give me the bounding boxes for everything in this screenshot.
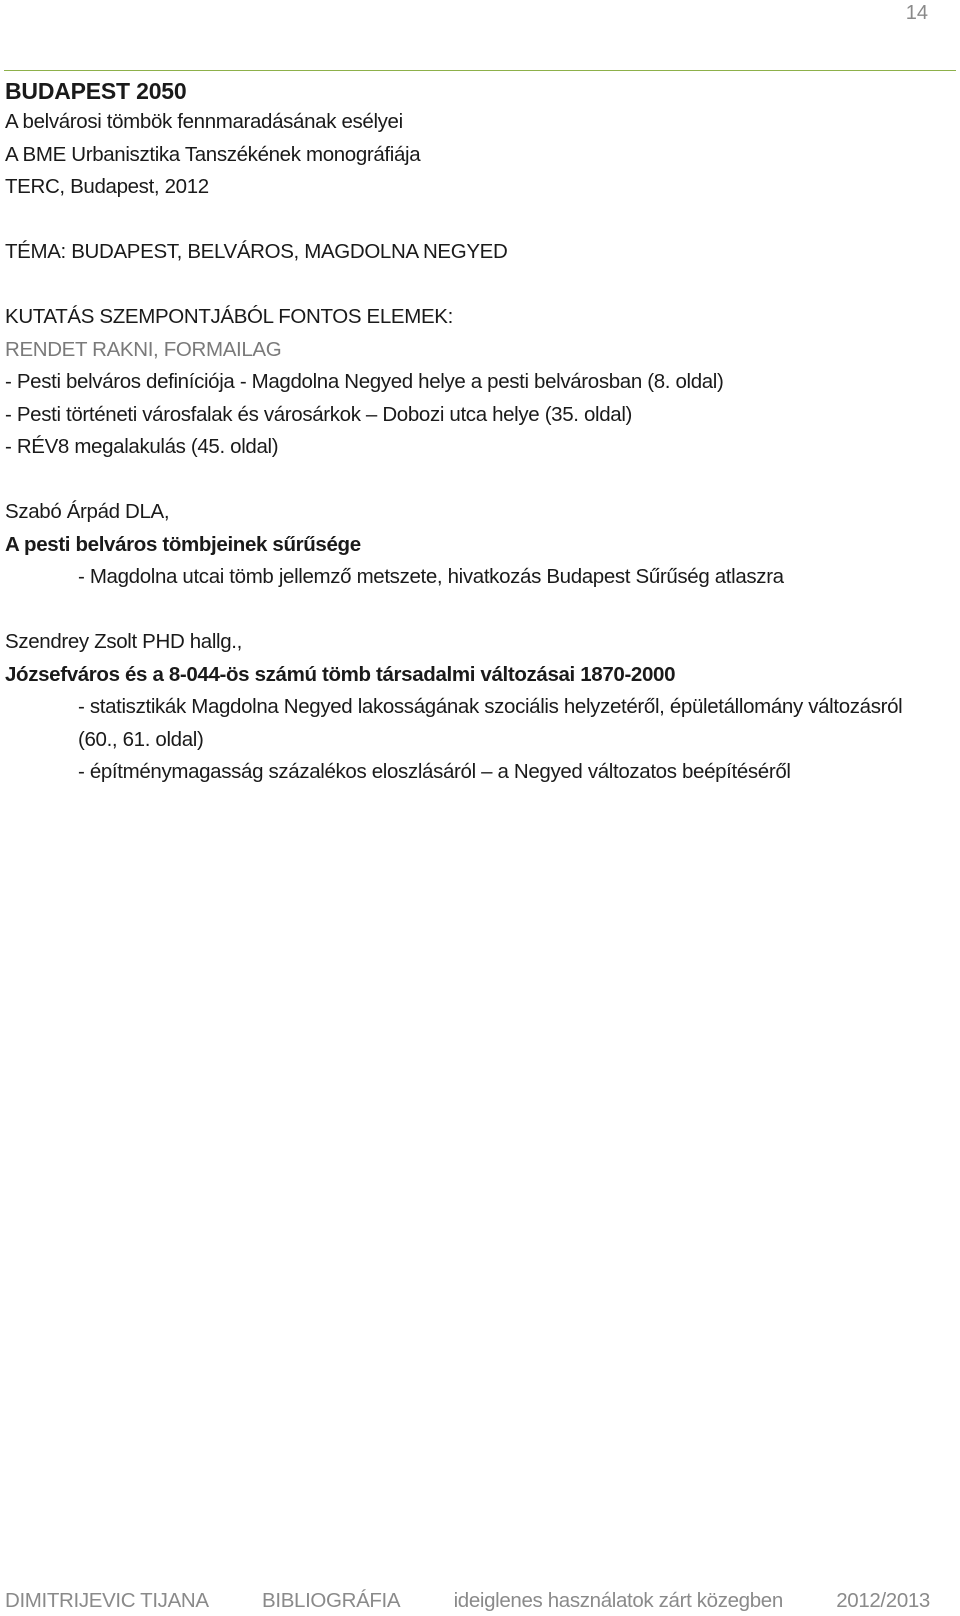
footer-author: DIMITRIJEVIC TIJANA: [5, 1589, 209, 1612]
bibliography-entry-budapest-2050: [5, 72, 950, 464]
list-item: - Pesti történeti városfalak és városárkok – Dobozi utca helye (35. oldal): [5, 402, 632, 426]
bibliography-entry-szabo: [5, 496, 950, 594]
footer-topic: ideiglenes használatok zárt közegben: [453, 1589, 783, 1612]
entry-title: Józsefváros és a 8-044-ös számú tömb társadalmi változásai 1870-2000: [5, 662, 676, 686]
entry-topic: TÉMA: BUDAPEST, BELVÁROS, MAGDOLNA NEGYED: [5, 240, 508, 263]
entry-author: Szabó Árpád DLA,: [5, 500, 170, 523]
bibliography-entry-szendrey: [5, 626, 950, 789]
bibliography-content: [5, 72, 950, 789]
list-item: - RÉV8 megalakulás (45. oldal): [5, 435, 279, 458]
spacer: [5, 204, 950, 237]
spacer: [5, 464, 950, 497]
list-item: - építménymagasság százalékos eloszlásáról – a Negyed változatos beépítéséről: [78, 760, 791, 783]
entry-title: A pesti belváros tömbjeinek sűrűsége: [5, 532, 361, 556]
entry-publisher: TERC, Budapest, 2012: [5, 175, 209, 198]
list-item: - Pesti belváros definíciója - Magdolna Negyed helye a pesti belvárosban (8. oldal): [5, 370, 724, 393]
elements-heading: KUTATÁS SZEMPONTJÁBÓL FONTOS ELEMEK:: [5, 305, 453, 328]
footer-year: 2012/2013: [836, 1589, 930, 1612]
page-footer: [5, 1586, 930, 1616]
page-number: 14: [905, 2, 928, 24]
spacer: [5, 594, 950, 627]
footer-section: BIBLIOGRÁFIA: [262, 1589, 401, 1612]
header-divider: [4, 70, 956, 71]
entry-title: BUDAPEST 2050: [5, 78, 187, 104]
list-item: - statisztikák Magdolna Negyed lakosságának szociális helyzetéről, épületállomány változásról: [78, 695, 903, 718]
list-item: (60., 61. oldal): [78, 727, 204, 751]
list-item: - Magdolna utcai tömb jellemző metszete, hivatkozás Budapest Sűrűség atlaszra: [78, 565, 784, 588]
editor-note: RENDET RAKNI, FORMAILAG: [5, 337, 282, 361]
entry-subtitle: A belvárosi tömbök fennmaradásának esélyei: [5, 110, 403, 133]
entry-author: Szendrey Zsolt PHD hallg.,: [5, 630, 243, 653]
entry-series: A BME Urbanisztika Tanszékének monográfiája: [5, 142, 421, 166]
spacer: [5, 269, 950, 302]
